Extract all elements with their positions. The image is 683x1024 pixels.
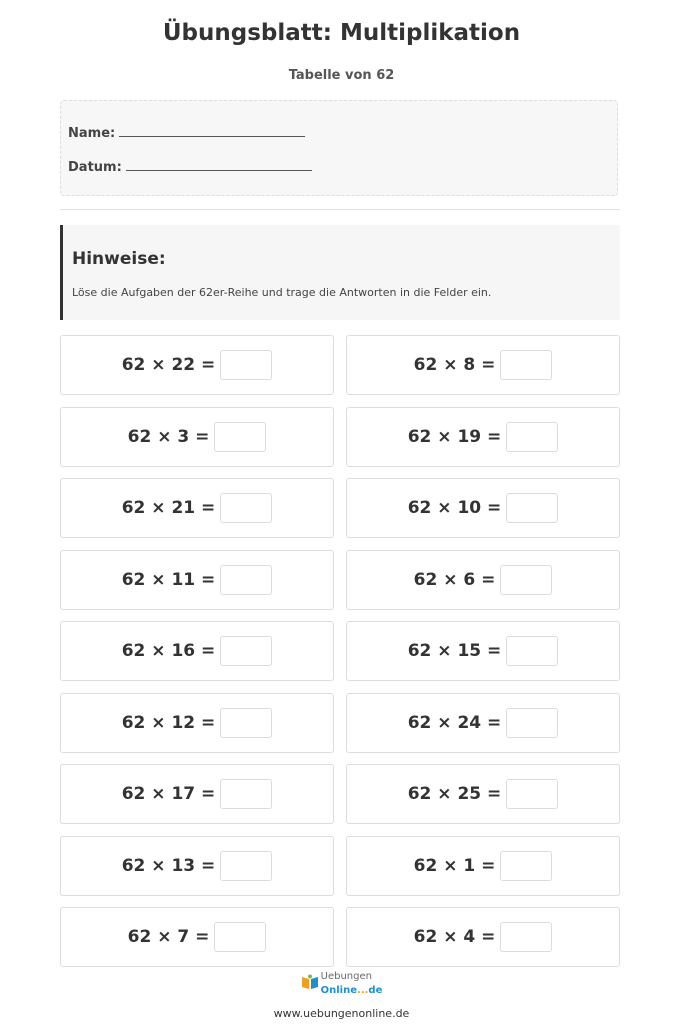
answer-input[interactable] [500,350,552,380]
answer-input[interactable] [220,851,272,881]
problem-card [60,478,334,538]
student-info-box [60,100,618,196]
problem-card [60,550,334,610]
problem-card [60,907,334,967]
problem-card [346,621,620,681]
problem-card [60,407,334,467]
answer-input[interactable] [214,922,266,952]
problem-card [346,907,620,967]
problem-grid [60,335,620,967]
problem-expression: 62 × 22 = [121,355,216,375]
problem-card [60,335,334,395]
problem-expression: 62 × 3 = [127,426,210,447]
logo-bottom-text: Online [320,985,358,996]
answer-input[interactable] [214,422,266,452]
problem-expression: 62 × 10 = [407,498,502,518]
worksheet-title: Übungsblatt: Multiplikation [162,20,521,46]
problem-expression: 62 × 4 = [413,927,496,947]
answer-input[interactable] [220,565,272,595]
divider [60,209,620,210]
problem-expression: 62 × 1 = [413,855,496,876]
problem-expression: 62 × 8 = [413,355,496,375]
footer-logo [0,968,683,996]
problem-card [60,836,334,896]
logo-top-text: Uebungen [320,971,372,982]
logo-dots: ... [357,985,369,996]
problem-expression: 62 × 6 = [413,569,496,590]
problem-expression: 62 × 17 = [121,784,216,804]
problem-expression: 62 × 16 = [121,641,216,661]
problem-expression: 62 × 15 = [407,641,502,661]
answer-input[interactable] [220,350,272,380]
answer-input[interactable] [220,779,272,809]
problem-card [60,764,334,824]
answer-input[interactable] [220,493,272,523]
problem-card [346,550,620,610]
notes-heading: Hinweise: [72,249,166,269]
problem-card [346,836,620,896]
date-line[interactable] [126,158,312,171]
name-row [68,124,305,141]
answer-input[interactable] [506,636,558,666]
problem-card [346,478,620,538]
problem-card [346,764,620,824]
problem-expression: 62 × 24 = [407,712,502,733]
date-row [68,158,312,175]
answer-input[interactable] [506,422,558,452]
problem-card [60,621,334,681]
problem-expression: 62 × 21 = [121,498,216,518]
worksheet-subtitle: Tabelle von 62 [288,68,395,83]
answer-input[interactable] [506,708,558,738]
answer-input[interactable] [500,565,552,595]
name-label: Name: [68,126,116,141]
problem-expression: 62 × 13 = [121,855,216,876]
notes-text: Löse die Aufgaben der 62er-Reihe und trage die Antworten in die Felder ein. [72,286,492,299]
answer-input[interactable] [220,636,272,666]
logo [301,968,383,996]
answer-input[interactable] [220,708,272,738]
answer-input[interactable] [506,779,558,809]
answer-input[interactable] [506,493,558,523]
notes-box [60,225,620,320]
answer-input[interactable] [500,922,552,952]
problem-expression: 62 × 12 = [121,712,216,733]
problem-expression: 62 × 19 = [407,426,502,447]
problem-expression: 62 × 7 = [127,927,210,947]
date-label: Datum: [68,160,122,175]
footer-url[interactable]: www.uebungenonline.de [273,1007,410,1020]
name-line[interactable] [119,124,305,137]
problem-card [346,407,620,467]
book-icon [301,974,319,990]
logo-tld: de [368,985,383,996]
problem-expression: 62 × 25 = [407,784,502,804]
problem-card [346,693,620,753]
problem-expression: 62 × 11 = [121,569,216,590]
problem-card [60,693,334,753]
answer-input[interactable] [500,851,552,881]
problem-card [346,335,620,395]
